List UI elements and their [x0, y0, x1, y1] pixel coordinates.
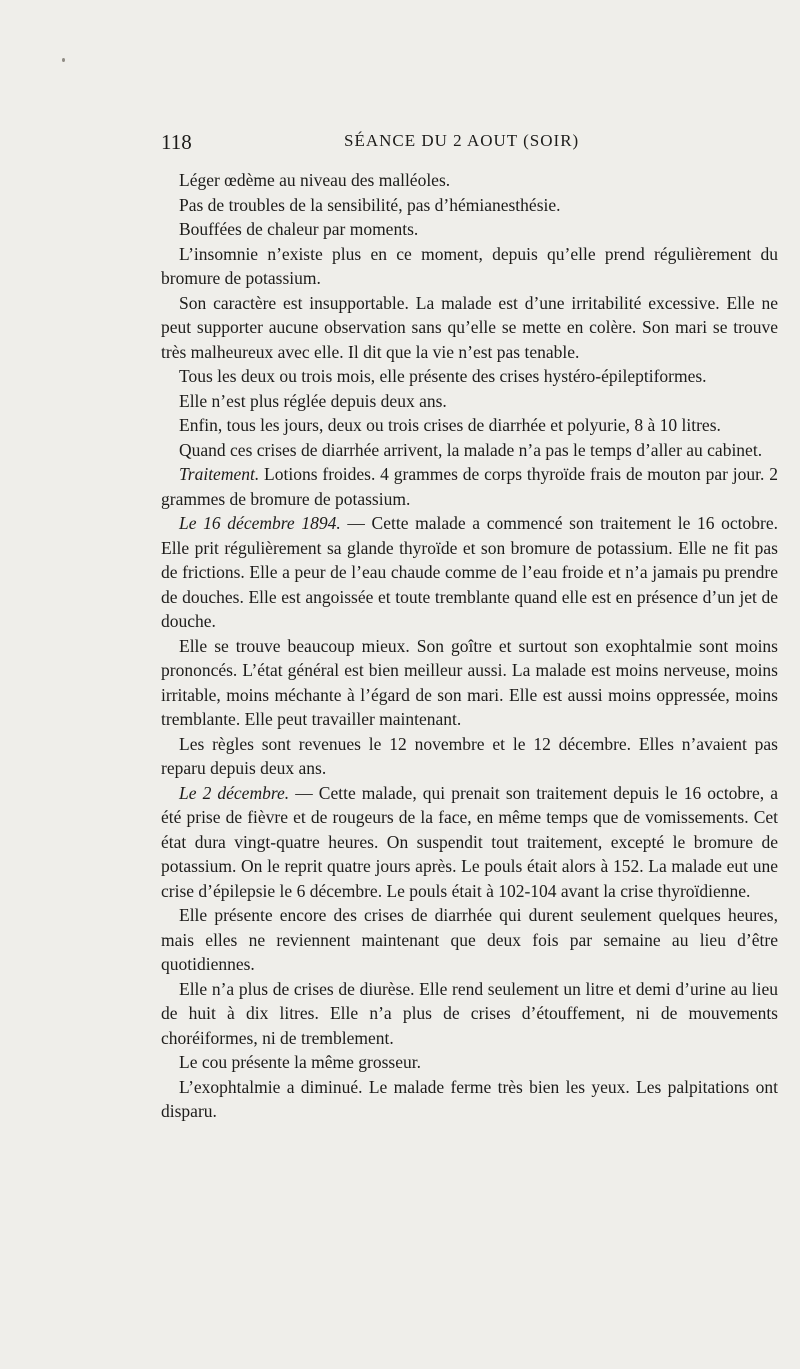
- paragraph: Quand ces crises de diarrhée arrivent, la malade n’a pas le temps d’aller au cabinet.: [179, 439, 763, 460]
- page-number: 118: [161, 130, 192, 154]
- paragraph: Le 16 décembre 1894. — Cette malade a commencé son traitement le 16 octobre. Elle prit régulièrement sa glande thyroïde et son bromure de potassium. Elle ne fit pas de frictions. Elle a peur de l’eau chaude comme de l’eau froide et n’a jamais pu prendre de douches. Elle est angoissée et toute tremblante quand elle est en présence d’un jet de douche.: [161, 513, 779, 631]
- paragraph: Elle se trouve beaucoup mieux. Son goître et surtout son exophtalmie sont moins prononcés. L’état général est bien meilleur aussi. La malade est moins nerveuse, moins irritable, moins méchante à l’égard de son mari. Elle est aussi moins oppressée, moins tremblante. Elle peut travailler maintenant.: [161, 635, 778, 729]
- paragraph: Elle n’est plus réglée depuis deux ans.: [179, 390, 447, 411]
- paragraph: Le cou présente la même grosseur.: [179, 1052, 421, 1072]
- paragraph: Traitement. Lotions froides. 4 grammes de corps thyroïde frais de mouton par jour. 2 grammes de bromure de potassium.: [161, 464, 778, 509]
- ink-speck: [62, 58, 65, 62]
- paragraph: L’exophtalmie a diminué. Le malade ferme très bien les yeux. Les palpitations ont disparu.: [161, 1076, 778, 1121]
- running-head: SÉANCE DU 2 AOUT (SOIR): [344, 131, 580, 150]
- paragraph: Bouffées de chaleur par moments.: [179, 219, 419, 239]
- paragraph-lead: Le 2 décembre.: [179, 782, 290, 803]
- paragraph: Pas de troubles de la sensibilité, pas d’hémianesthésie.: [179, 194, 561, 215]
- paragraph-lead: Traitement.: [179, 464, 260, 484]
- paragraph-lead: Le 16 décembre 1894.: [179, 513, 341, 533]
- paragraph: Léger œdème au niveau des malléoles.: [179, 170, 451, 190]
- body-text: [161, 168, 778, 1124]
- paragraph: Tous les deux ou trois mois, elle présente des crises hystéro-épileptiformes.: [179, 366, 707, 386]
- paragraph: Elle n’a plus de crises de diurèse. Elle rend seulement un litre et demi d’urine au lieu de huit à dix litres. Elle n’a plus de crises d’étouffement, ni de mouvements choréiformes, ni de tremblement.: [161, 978, 778, 1048]
- paragraph: Les règles sont revenues le 12 novembre et le 12 décembre. Elles n’avaient pas reparu depuis deux ans.: [161, 733, 778, 778]
- paragraph: Elle présente encore des crises de diarrhée qui durent seulement quelques heures, mais elles ne reviennent maintenant que deux fois par semaine au lieu d’être quotidiennes.: [161, 905, 778, 974]
- paragraph: L’insomnie n’existe plus en ce moment, depuis qu’elle prend régulièrement du bromure de potassium.: [161, 243, 778, 288]
- paragraph: Son caractère est insupportable. La malade est d’une irritabilité excessive. Elle ne peut supporter aucune observation sans qu’elle se mette en colère. Son mari se trouve très malheureux avec elle. Il dit que la vie n’est pas tenable.: [161, 292, 778, 362]
- paragraph: Enfin, tous les jours, deux ou trois crises de diarrhée et polyurie, 8 à 10 litres.: [179, 415, 721, 435]
- paragraph: Le 2 décembre. — Cette malade, qui prenait son traitement depuis le 16 octobre, a été prise de fièvre et de rougeurs de la face, en même temps que de vomissements. Cet état dura vingt-quatre heures. On suspendit tout traitement, excepté le bromure de potassium. On le reprit quatre jours après. Le pouls était alors à 152. La malade eut une crise d’épilepsie le 6 décembre. Le pouls était à 102-104 avant la crise thyroïdienne.: [161, 782, 778, 901]
- page-header: [161, 130, 778, 160]
